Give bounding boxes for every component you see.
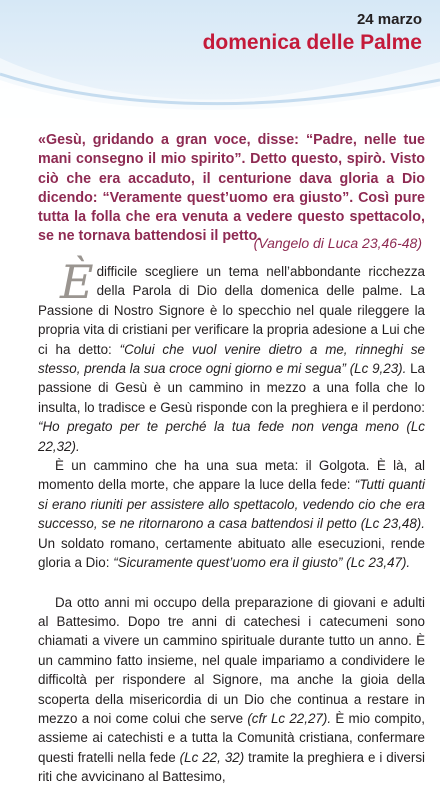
drop-cap: È — [60, 255, 94, 309]
p2-citation-1: “Tutti quanti si erano riuniti per assistere allo spettacolo, vedendo cio che era successo, se ne ritornarono a casa battendosi il petto (Lc 23,48). — [38, 477, 426, 532]
date-label: 24 marzo — [356, 11, 422, 28]
reflection-body — [38, 255, 426, 787]
p2-citation-2: “Sicuramente quest’uomo era il giusto” (Lc 23,47). — [113, 555, 411, 571]
p1-citation-1: “Colui che vuol venire dietro a me, rinneghi se stesso, prenda la sua croce ogni giorno e mi segua” (Lc 9,23). — [38, 341, 426, 377]
feast-title: domenica delle Palme — [202, 31, 422, 54]
p3-text-e: tramite la preghiera e i diversi riti che avvicinano al Battesimo, — [38, 749, 425, 785]
gospel-reference: (Vangelo di Luca 23,46-48) — [253, 235, 422, 251]
paragraph-1 — [38, 255, 426, 456]
paragraph-2 — [38, 456, 425, 572]
p2-text-a: È un cammino che ha una sua meta: il Golgota. È là, al momento della morte, che appare la luce della fede: — [38, 458, 425, 493]
p1-text-c: La passione di Gesù è un cammino in mezzo a una folla che lo insulta, lo tradisce e Gesù risponde con la preghiera e il perdono: — [38, 361, 425, 415]
header-banner — [0, 0, 440, 118]
p3-citation-1: (cfr Lc 22,27). — [247, 710, 332, 726]
gospel-quote-text: «Gesù, gridando a gran voce, disse: “Padre, nelle tue mani consegno il mio spirito”. Detto questo, spirò. Visto ciò che era accaduto, il centurione dava gloria a Dio dicendo: “Veramente quest’uomo era giusto”. Così pure tutta la folla che era venuta a vedere questo spettacolo, se ne tornava battendosi il petto. — [38, 132, 425, 245]
p3-citation-2: (Lc 22, 32) — [179, 749, 245, 765]
paragraph-3 — [38, 593, 425, 787]
p1-text-a: difficile scegliere un tema nell’abbondante ricchezza della Parola di Dio della domenica delle palme. La Passione di Nostro Signore è lo specchio nel quale rileggere la propria vita di cristiani per verificare la propria adesione a Lui che ci ha detto: — [38, 264, 425, 357]
gospel-quote — [38, 131, 425, 247]
p3-text-c: È mio compito, assieme ai catechisti e a tutta la Comunità cristiana, confermare questi fratelli nella fede — [38, 710, 426, 765]
p1-citation-2: “Ho pregato per te perché la tua fede non venga meno (Lc 22,32). — [38, 419, 425, 454]
p2-text-c: Un soldato romano, certamente abituato alle esecuzioni, rende gloria a Dio: — [38, 535, 425, 571]
p3-text-a: Da otto anni mi occupo della preparazione di giovani e adulti al Battesimo. Dopo tre anni di catechesi i catecumeni sono chiamati a vivere un cammino spirituale durante tutto un anno. È un cammino fatto insieme, nel quale impariamo a condividere le difficoltà per rispondere al Signore, ma anche la gioia della scoperta della misericordia di un Dio che continua a restare in mezzo a noi come colui che serve — [38, 594, 425, 726]
